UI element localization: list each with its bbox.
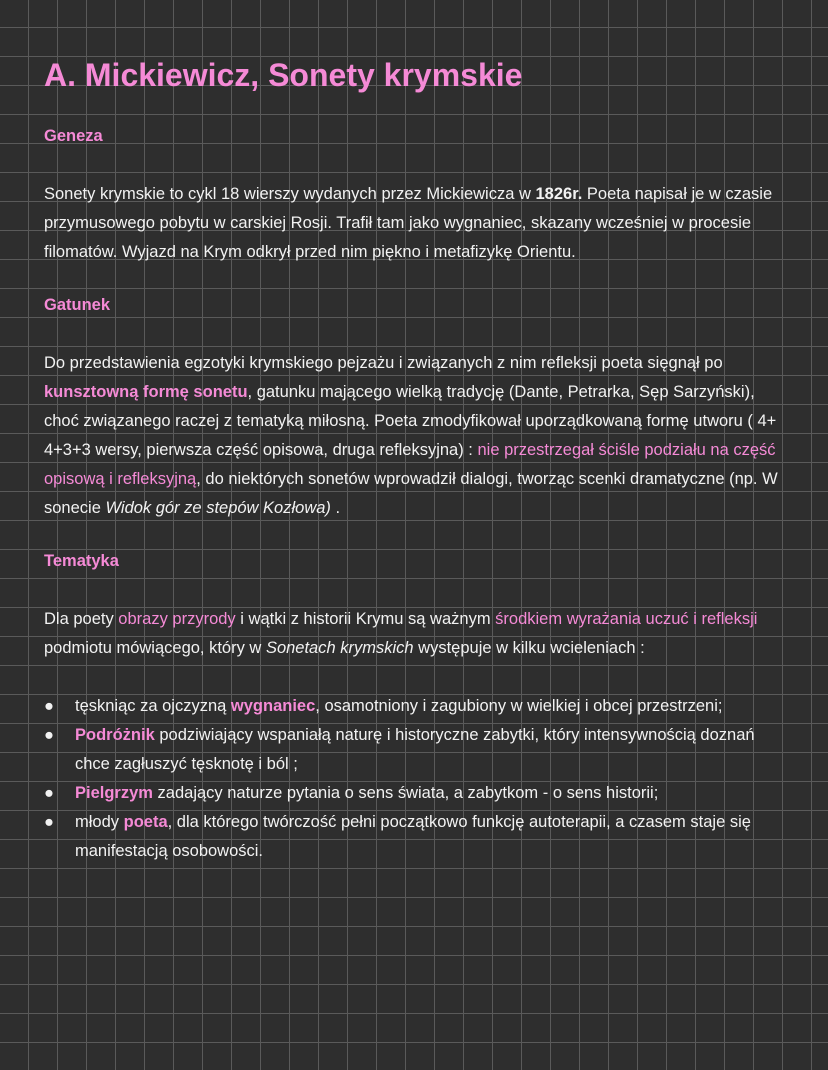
- text-segment: , do niektórych sonetów wprowadził dialogi, tworząc scenki dramatyczne (np. W sonecie: [44, 470, 778, 517]
- incarnations-list: [44, 692, 789, 866]
- page-title: A. Mickiewicz, Sonety krymskie: [44, 57, 523, 93]
- text-segment: młody: [75, 813, 124, 831]
- text-segment: Sonety krymskie to cykl 18 wierszy wydanych przez Mickiewicza w: [44, 185, 536, 203]
- text-segment: , gatunku mającego wielką tradycję (Dante, Petrarka, Sęp Sarzyński), choć związanego raczej z tematyką miłosną. Poeta zmodyfikował uporządkowaną formę utworu ( 4+ 4+3+3 wersy, pierwsza część opisowa, druga refleksyjna) :: [44, 383, 777, 459]
- text-segment: podziwiający wspaniałą naturę i historyczne zabytki, który intensywnością doznań chce zagłuszyć tęsknotę i ból ;: [75, 726, 755, 773]
- highlighted-text: obrazy przyrody: [118, 610, 236, 628]
- text-segment: , dla którego twórczość pełni początkowo funkcję autoterapii, a czasem staje się manifestacją osobowości.: [75, 813, 751, 860]
- highlighted-text: kunsztowną formę sonetu: [44, 383, 248, 401]
- section-heading: Tematyka: [44, 552, 119, 570]
- italic-text: Sonetach krymskich: [265, 639, 414, 657]
- text-segment: podmiotu mówiącego, który w: [44, 639, 266, 657]
- document-page: [44, 52, 789, 866]
- text-segment: zadający naturze pytania o sens świata, a zabytkom - o sens historii;: [152, 784, 659, 802]
- section-paragraph: [44, 605, 789, 663]
- highlighted-text: wygnaniec: [230, 697, 316, 715]
- text-segment: Dla poety: [44, 610, 119, 628]
- list-item: [44, 808, 789, 866]
- list-item: [44, 721, 789, 779]
- section-heading: Geneza: [44, 127, 103, 145]
- section-gatunek: [44, 291, 789, 523]
- bullet-icon: ●: [44, 697, 54, 715]
- highlighted-text: poeta: [123, 813, 168, 831]
- italic-text: Widok gór ze stepów Kozłowa): [105, 499, 331, 517]
- section-paragraph: [44, 349, 789, 523]
- section-geneza: [44, 122, 789, 267]
- text-segment: występuje w kilku wcieleniach :: [413, 639, 645, 657]
- text-segment: tęskniąc za ojczyzną: [75, 697, 231, 715]
- section-heading: Gatunek: [44, 296, 111, 314]
- bullet-icon: ●: [44, 813, 54, 831]
- section-paragraph: [44, 180, 789, 267]
- highlighted-text: środkiem wyrażania uczuć i refleksji: [495, 610, 758, 628]
- list-item: [44, 779, 789, 808]
- list-item: [44, 692, 789, 721]
- section-tematyka: [44, 547, 789, 663]
- bold-text: 1826r.: [535, 185, 583, 203]
- text-segment: Poeta napisał je w czasie przymusowego pobytu w carskiej Rosji. Trafił tam jako wygnaniec, skazany wcześniej w procesie filomatów. Wyjazd na Krym odkrył przed nim piękno i metafizykę Orientu.: [44, 185, 773, 261]
- highlighted-text: nie przestrzegał ściśle podziału na część opisową i refleksyjną: [44, 441, 776, 488]
- text-segment: Do przedstawienia egzotyki krymskiego pejzażu i związanych z nim refleksji poeta sięgnął po: [44, 354, 723, 372]
- bullet-icon: ●: [44, 784, 54, 802]
- highlighted-text: Podróżnik: [75, 726, 155, 744]
- text-segment: , osamotniony i zagubiony w wielkiej i obcej przestrzeni;: [315, 697, 723, 715]
- text-segment: i wątki z historii Krymu są ważnym: [235, 610, 496, 628]
- highlighted-text: Pielgrzym: [75, 784, 153, 802]
- bullet-icon: ●: [44, 726, 54, 744]
- text-segment: .: [330, 499, 341, 517]
